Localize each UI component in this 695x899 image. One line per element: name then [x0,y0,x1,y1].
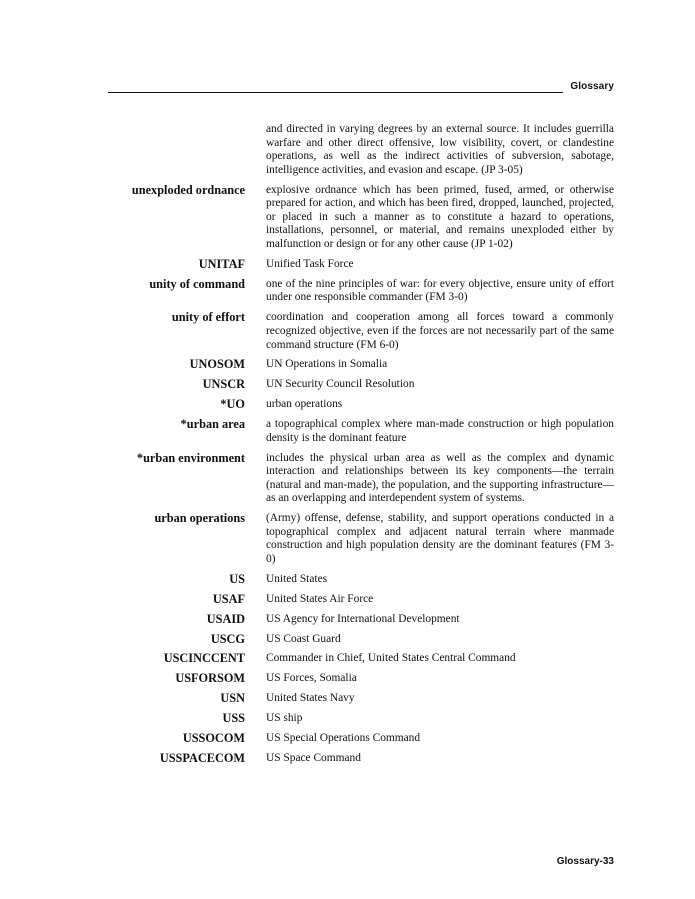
glossary-term: *urban area [180,417,245,432]
glossary-entry [108,358,614,372]
glossary-definition: urban operations [266,398,343,411]
glossary-entry-continuation [108,123,614,177]
glossary-term: *UO [220,397,245,412]
glossary-entry [108,652,614,666]
glossary-term: USSOCOM [182,731,245,746]
glossary-entry [108,378,614,392]
glossary-definition: one of the nine principles of war: for every objective, ensure unity of effort under one responsible commander (FM 3-0) [266,277,614,304]
glossary-entry [108,512,614,566]
glossary-entry [108,752,614,766]
glossary-term: USSPACECOM [159,750,245,765]
glossary-entry [108,311,614,352]
glossary-definition: US Coast Guard [266,632,341,645]
glossary-definition: coordination and cooperation among all forces toward a commonly recognized objective, even if the forces are not necessarily part of the same command structure (FM 6-0) [266,311,614,351]
glossary-term: USN [220,691,245,706]
glossary-term: USFORSOM [175,671,245,686]
glossary-entry [108,573,614,587]
glossary-entry [108,278,614,305]
glossary-term: UNITAF [198,256,245,271]
glossary-entry [108,712,614,726]
glossary-definition: United States [266,572,328,585]
header-rule [108,92,563,93]
page-number: Glossary-33 [556,856,614,867]
glossary-definition: Unified Task Force [266,257,354,270]
glossary-entry [108,633,614,647]
glossary-entry [108,613,614,627]
glossary-definition: Commander in Chief, United States Central Command [266,652,516,665]
glossary-definition: US Agency for International Development [266,612,460,625]
glossary-definition: (Army) offense, defense, stability, and support operations conducted in a topographical complex and adjacent natural terrain where manmade construction and high population density are the dominant features (FM 3-0) [266,512,614,565]
glossary-definition: US Special Operations Command [266,732,421,745]
glossary-term: US [229,571,245,586]
glossary-term: USCINCCENT [163,651,245,666]
glossary-entry [108,593,614,607]
glossary-definition: US Forces, Somalia [266,672,357,685]
glossary-term: USAID [206,611,245,626]
glossary-term: UNOSOM [189,357,245,372]
glossary-entry [108,418,614,445]
glossary-term: USCG [210,631,245,646]
glossary-definition: and directed in varying degrees by an external source. It includes guerrilla warfare and other direct offensive, low visibility, covert, or clandestine operations, as well as the indirect activities of subversion, sabotage, intelligence activities, and evasion and escape. (JP 3-05) [266,123,614,176]
glossary-term: USAF [212,591,245,606]
glossary-entry [108,452,614,506]
glossary-definition: UN Security Council Resolution [266,378,415,391]
glossary-term: unexploded ordnance [131,182,245,197]
glossary-term: unity of command [149,276,245,291]
glossary-term: *urban environment [136,450,245,465]
glossary-term: urban operations [154,511,245,526]
glossary-definition: a topographical complex where man-made construction or high population density is the dominant feature [266,418,614,444]
glossary-definition: US Space Command [266,751,361,764]
header-section-title: Glossary [570,81,614,92]
glossary-definition: includes the physical urban area as well as the complex and dynamic interaction and relationships between its key components—the terrain (natural and man-made), the population, and the supporting infrastructure—as an overlapping and interdependent system of systems. [266,451,614,505]
glossary-entry [108,732,614,746]
glossary-entries [108,123,614,772]
glossary-definition: explosive ordnance which has been primed, fused, armed, or otherwise prepared for action, and which has been fired, dropped, launched, projected, or placed in such a manner as to constitute a hazard to operations, installations, personnel, or material, and remains unexploded either by malfunction or design or for any other cause (JP 1-02) [266,183,614,251]
glossary-entry [108,258,614,272]
glossary-definition: United States Navy [266,692,355,705]
glossary-entry [108,184,614,252]
glossary-entry [108,692,614,706]
glossary-definition: US ship [266,712,303,725]
glossary-entry [108,398,614,412]
glossary-entry [108,672,614,686]
glossary-term: USS [222,711,245,726]
glossary-term: unity of effort [171,310,245,325]
glossary-definition: United States Air Force [266,592,374,605]
glossary-definition: UN Operations in Somalia [266,358,388,371]
running-header [108,79,614,95]
glossary-term: UNSCR [202,377,245,392]
